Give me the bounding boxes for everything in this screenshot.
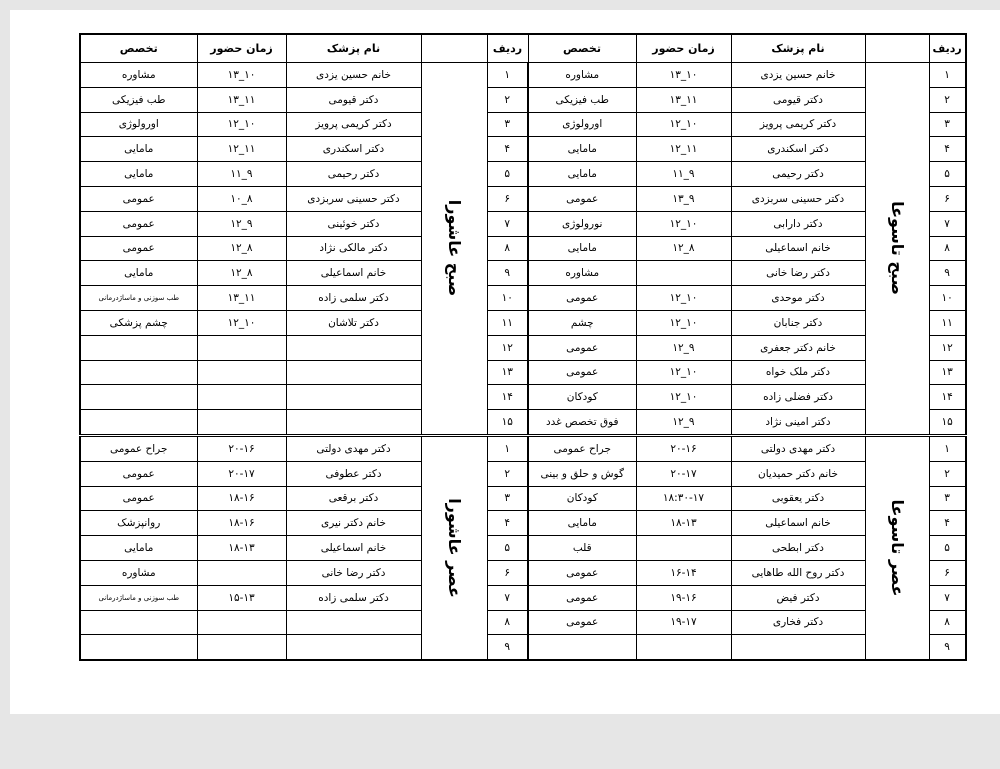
time-cell: ۱۸-۱۶ (197, 486, 286, 511)
specialty-cell (80, 610, 197, 635)
row-number-cell: ۳ (929, 112, 966, 137)
row-number-cell: ۳ (487, 486, 528, 511)
row-number-cell: ۷ (929, 211, 966, 236)
row-number-cell: ۹ (929, 635, 966, 660)
row-number-cell: ۱۵ (487, 410, 528, 436)
specialty-cell: عمومی (528, 585, 636, 610)
time-cell: ۱۲_۸ (197, 236, 286, 261)
doctor-cell: دکتر فیض (731, 585, 865, 610)
doctor-cell: دکتر کریمی پرویز (286, 112, 421, 137)
specialty-cell: روانپزشک (80, 511, 197, 536)
row-number-cell: ۱۴ (929, 385, 966, 410)
table-row (80, 137, 966, 162)
specialty-cell: کودکان (528, 486, 636, 511)
specialty-cell: چشم (528, 310, 636, 335)
doctor-cell (286, 360, 421, 385)
table-row (80, 461, 966, 486)
doctor-cell: خانم حسین یزدی (286, 63, 421, 88)
doctor-cell: دکتر یعقوبی (731, 486, 865, 511)
specialty-cell: کودکان (528, 385, 636, 410)
specialty-cell: نورولوژی (528, 211, 636, 236)
row-number-cell: ۱۵ (929, 410, 966, 436)
row-number-cell: ۲ (487, 461, 528, 486)
time-cell (197, 610, 286, 635)
specialty-cell: مامایی (80, 137, 197, 162)
doctor-cell: دکتر مهدی دولتی (286, 435, 421, 461)
doctor-cell (286, 610, 421, 635)
doctor-cell: دکتر موحدی (731, 286, 865, 311)
time-cell (197, 360, 286, 385)
table-row (80, 162, 966, 187)
doctor-cell: دکتر روح الله طاهایی (731, 560, 865, 585)
ashura-evening-label-text: عصر عاشورا (445, 498, 464, 598)
doctor-cell (731, 635, 865, 660)
specialty-cell: عمومی (528, 335, 636, 360)
row-number-cell: ۴ (929, 511, 966, 536)
doctor-cell (286, 410, 421, 436)
time-cell: ۲۰-۱۷ (197, 461, 286, 486)
specialty-cell: مامایی (528, 236, 636, 261)
specialty-cell: چشم پزشکی (80, 310, 197, 335)
row-number-cell: ۴ (929, 137, 966, 162)
table-row (80, 236, 966, 261)
table-row (80, 261, 966, 286)
doctor-cell: دکتر سلمی زاده (286, 286, 421, 311)
doctor-cell: دکتر خوئینی (286, 211, 421, 236)
row-number-cell: ۱۱ (487, 310, 528, 335)
doctor-cell: دکتر سلمی زاده (286, 585, 421, 610)
row-number-cell: ۱۱ (929, 310, 966, 335)
time-cell: ۲۰-۱۷ (636, 461, 731, 486)
tasua-evening-label-text: عصر تاسوعا (888, 499, 907, 597)
doctor-cell (286, 335, 421, 360)
header-row-no-ashura: ردیف (487, 34, 528, 63)
time-cell (197, 635, 286, 660)
time-cell: ۱۹-۱۶ (636, 585, 731, 610)
doctor-cell: دکتر فخاری (731, 610, 865, 635)
specialty-cell: مشاوره (528, 261, 636, 286)
row-number-cell: ۱ (929, 63, 966, 88)
doctor-cell: دکتر ابطحی (731, 536, 865, 561)
ashura-morning-label (421, 63, 487, 436)
table-row (80, 186, 966, 211)
doctor-cell: دکتر دارابی (731, 211, 865, 236)
doctor-cell (286, 635, 421, 660)
table-row (80, 536, 966, 561)
doctor-cell: خانم دکتر جعفری (731, 335, 865, 360)
doctor-cell: دکتر امینی نژاد (731, 410, 865, 436)
row-number-cell: ۱۴ (487, 385, 528, 410)
table-row (80, 335, 966, 360)
time-cell: ۲۰-۱۶ (636, 435, 731, 461)
doctor-cell: دکتر اسکندری (286, 137, 421, 162)
specialty-cell (80, 335, 197, 360)
table-row (80, 112, 966, 137)
time-cell: ۱۳_۱۰ (636, 63, 731, 88)
schedule-table (79, 33, 967, 661)
time-cell (197, 560, 286, 585)
row-number-cell: ۵ (929, 536, 966, 561)
specialty-cell: مامایی (528, 137, 636, 162)
doctor-cell: دکتر حسینی سربزدی (286, 186, 421, 211)
table-row (80, 635, 966, 660)
specialty-cell: مامایی (80, 162, 197, 187)
time-cell: ۱۵-۱۳ (197, 585, 286, 610)
row-number-cell: ۶ (487, 560, 528, 585)
time-cell: ۱۲_۹ (197, 211, 286, 236)
row-number-cell: ۳ (929, 486, 966, 511)
tasua-evening-label (865, 435, 929, 660)
time-cell: ۱۹-۱۷ (636, 610, 731, 635)
row-number-cell: ۷ (487, 585, 528, 610)
doctor-cell: خانم اسماعیلی (731, 236, 865, 261)
doctor-cell: دکتر مهدی دولتی (731, 435, 865, 461)
doctor-cell: خانم دکتر حمیدیان (731, 461, 865, 486)
specialty-cell: عمومی (528, 186, 636, 211)
time-cell: ۱۲_۸ (636, 236, 731, 261)
specialty-cell: جراح عمومی (528, 435, 636, 461)
row-number-cell: ۶ (929, 186, 966, 211)
row-number-cell: ۵ (487, 536, 528, 561)
ashura-morning-label-text: صبح عاشورا (445, 200, 464, 297)
specialty-cell (80, 635, 197, 660)
time-cell: ۱۲_۱۰ (636, 310, 731, 335)
specialty-cell: مامایی (80, 536, 197, 561)
time-cell: ۱۲_۹ (636, 335, 731, 360)
doctor-cell: خانم اسماعیلی (286, 536, 421, 561)
row-number-cell: ۱۰ (487, 286, 528, 311)
specialty-cell: عمومی (80, 186, 197, 211)
time-cell: ۱۳_۱۱ (636, 87, 731, 112)
table-row (80, 211, 966, 236)
time-cell: ۱۲_۹ (636, 410, 731, 436)
tasua-morning-label (865, 63, 929, 436)
row-number-cell: ۶ (929, 560, 966, 585)
header-blank-ashura (421, 34, 487, 63)
specialty-cell (80, 385, 197, 410)
header-specialty-tasua: تخصص (528, 34, 636, 63)
doctor-cell: خانم دکتر نیری (286, 511, 421, 536)
time-cell: ۱۸-۱۶ (197, 511, 286, 536)
specialty-cell (80, 360, 197, 385)
row-number-cell: ۶ (487, 186, 528, 211)
specialty-cell: عمومی (528, 286, 636, 311)
table-row (80, 610, 966, 635)
time-cell: ۱۸:۳۰-۱۷ (636, 486, 731, 511)
doctor-cell: دکتر برقعی (286, 486, 421, 511)
time-cell: ۱۲_۱۱ (636, 137, 731, 162)
doctor-cell: خانم اسماعیلی (286, 261, 421, 286)
time-cell: ۲۰-۱۶ (197, 435, 286, 461)
specialty-cell: مشاوره (80, 63, 197, 88)
time-cell: ۱۲_۱۰ (197, 310, 286, 335)
header-specialty-ashura: تخصص (80, 34, 197, 63)
table-row (80, 385, 966, 410)
specialty-cell: عمومی (80, 486, 197, 511)
doctor-cell: دکتر رحیمی (731, 162, 865, 187)
table-row (80, 410, 966, 436)
row-number-cell: ۱ (929, 435, 966, 461)
time-cell: ۱۲_۱۰ (197, 112, 286, 137)
doctor-cell: دکتر اسکندری (731, 137, 865, 162)
specialty-cell: جراح عمومی (80, 435, 197, 461)
row-number-cell: ۵ (929, 162, 966, 187)
header-blank-tasua (865, 34, 929, 63)
ashura-evening-label (421, 435, 487, 660)
specialty-cell: عمومی (80, 461, 197, 486)
header-doctor-tasua: نام پزشک (731, 34, 865, 63)
time-cell: ۱۲_۱۰ (636, 385, 731, 410)
row-number-cell: ۱۳ (929, 360, 966, 385)
specialty-cell: عمومی (80, 211, 197, 236)
specialty-cell: مامایی (80, 261, 197, 286)
table-row (80, 435, 966, 461)
doctor-cell: دکتر رحیمی (286, 162, 421, 187)
specialty-cell: اورولوژی (80, 112, 197, 137)
doctor-cell: دکتر رضا خانی (731, 261, 865, 286)
table-row (80, 360, 966, 385)
row-number-cell: ۹ (487, 261, 528, 286)
time-cell: ۱۳_۱۰ (197, 63, 286, 88)
row-number-cell: ۲ (929, 461, 966, 486)
specialty-cell: مشاوره (80, 560, 197, 585)
header-time-tasua: زمان حضور (636, 34, 731, 63)
table-row (80, 87, 966, 112)
tasua-morning-label-text: صبح تاسوعا (888, 201, 907, 296)
header-doctor-ashura: نام پزشک (286, 34, 421, 63)
doctor-cell: دکتر ملک خواه (731, 360, 865, 385)
time-cell: ۱۲_۱۰ (636, 360, 731, 385)
row-number-cell: ۱ (487, 63, 528, 88)
time-cell: ۱۶-۱۴ (636, 560, 731, 585)
doctor-cell: دکتر کریمی پرویز (731, 112, 865, 137)
row-number-cell: ۲ (929, 87, 966, 112)
header-time-ashura: زمان حضور (197, 34, 286, 63)
row-number-cell: ۳ (487, 112, 528, 137)
specialty-cell: طب فیزیکی (528, 87, 636, 112)
time-cell (636, 635, 731, 660)
specialty-cell: اورولوژی (528, 112, 636, 137)
row-number-cell: ۹ (929, 261, 966, 286)
row-number-cell: ۸ (929, 610, 966, 635)
doctor-cell: دکتر جنابان (731, 310, 865, 335)
row-number-cell: ۷ (487, 211, 528, 236)
table-row (80, 585, 966, 610)
row-number-cell: ۴ (487, 137, 528, 162)
specialty-cell: مامایی (528, 162, 636, 187)
row-number-cell: ۴ (487, 511, 528, 536)
doctor-cell: دکتر حسینی سربزدی (731, 186, 865, 211)
table-row (80, 310, 966, 335)
time-cell: ۱۳_۹ (636, 186, 731, 211)
time-cell: ۱۲_۱۰ (636, 211, 731, 236)
specialty-cell: طب فیزیکی (80, 87, 197, 112)
specialty-cell: مشاوره (528, 63, 636, 88)
time-cell: ۱۸-۱۳ (197, 536, 286, 561)
row-number-cell: ۱ (487, 435, 528, 461)
doctor-cell: دکتر رضا خانی (286, 560, 421, 585)
time-cell (197, 335, 286, 360)
table-row (80, 286, 966, 311)
time-cell: ۱۸-۱۳ (636, 511, 731, 536)
time-cell (197, 385, 286, 410)
row-number-cell: ۱۳ (487, 360, 528, 385)
specialty-cell: گوش و حلق و بینی (528, 461, 636, 486)
specialty-cell: مامایی (528, 511, 636, 536)
time-cell (636, 261, 731, 286)
doctor-cell: دکتر تلاشان (286, 310, 421, 335)
row-number-cell: ۱۰ (929, 286, 966, 311)
specialty-cell (528, 635, 636, 660)
doctor-cell: دکتر فضلی زاده (731, 385, 865, 410)
specialty-cell: فوق تخصص غدد (528, 410, 636, 436)
specialty-cell: طب سوزنی و ماساژدرمانی (80, 585, 197, 610)
row-number-cell: ۸ (929, 236, 966, 261)
doctor-cell: خانم حسین یزدی (731, 63, 865, 88)
time-cell (197, 410, 286, 436)
doctor-cell: دکتر عطوفی (286, 461, 421, 486)
row-number-cell: ۹ (487, 635, 528, 660)
table-row (80, 63, 966, 88)
row-number-cell: ۷ (929, 585, 966, 610)
specialty-cell: عمومی (528, 560, 636, 585)
doctor-cell: دکتر قیومی (731, 87, 865, 112)
doctor-cell: دکتر مالکی نژاد (286, 236, 421, 261)
table-row (80, 511, 966, 536)
specialty-cell: قلب (528, 536, 636, 561)
specialty-cell: عمومی (80, 236, 197, 261)
time-cell: ۱۳_۱۱ (197, 87, 286, 112)
header-row (80, 34, 966, 63)
row-number-cell: ۸ (487, 610, 528, 635)
table-row (80, 560, 966, 585)
specialty-cell: عمومی (528, 610, 636, 635)
time-cell: ۱۲_۱۱ (197, 137, 286, 162)
specialty-cell: طب سوزنی و ماساژدرمانی (80, 286, 197, 311)
time-cell: ۱۱_۹ (197, 162, 286, 187)
time-cell: ۱۳_۱۱ (197, 286, 286, 311)
time-cell (636, 536, 731, 561)
time-cell: ۱۲_۱۰ (636, 286, 731, 311)
doctor-cell: خانم اسماعیلی (731, 511, 865, 536)
specialty-cell: عمومی (528, 360, 636, 385)
row-number-cell: ۱۲ (929, 335, 966, 360)
doctor-cell (286, 385, 421, 410)
time-cell: ۱۱_۹ (636, 162, 731, 187)
header-row-no-tasua: ردیف (929, 34, 966, 63)
doctor-cell: دکتر قیومی (286, 87, 421, 112)
row-number-cell: ۵ (487, 162, 528, 187)
row-number-cell: ۱۲ (487, 335, 528, 360)
specialty-cell (80, 410, 197, 436)
time-cell: ۱۲_۱۰ (636, 112, 731, 137)
row-number-cell: ۸ (487, 236, 528, 261)
table-row (80, 486, 966, 511)
time-cell: ۱۰_۸ (197, 186, 286, 211)
row-number-cell: ۲ (487, 87, 528, 112)
time-cell: ۱۲_۸ (197, 261, 286, 286)
